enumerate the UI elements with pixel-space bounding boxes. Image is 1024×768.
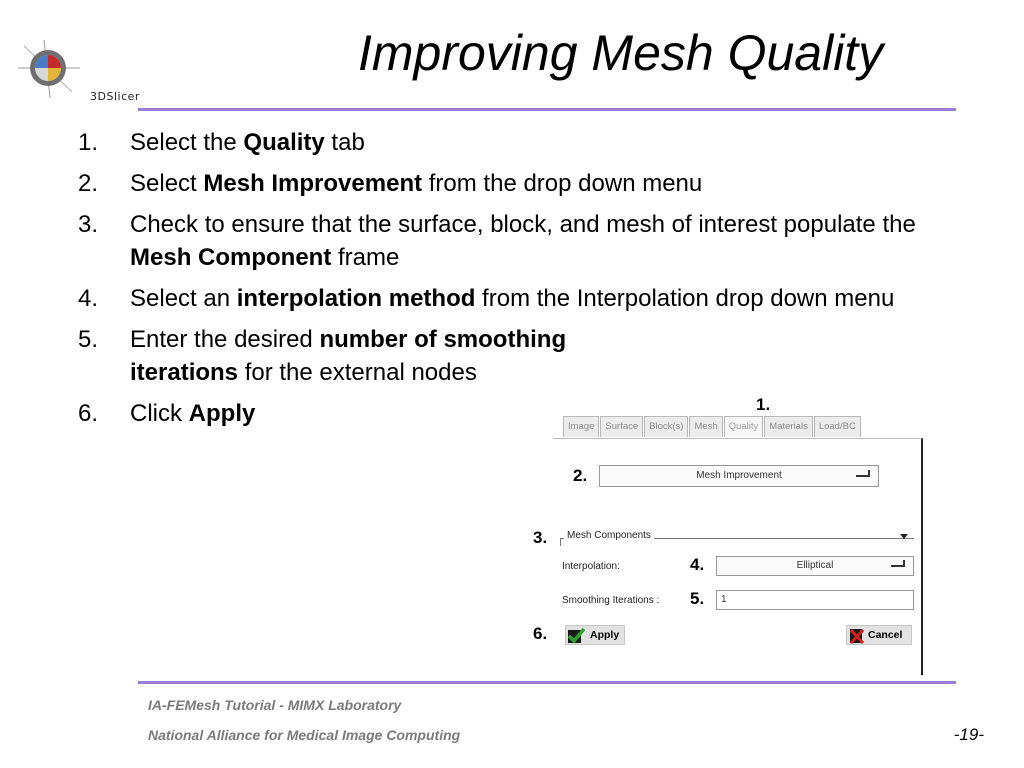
- interpolation-label: Interpolation:: [562, 561, 620, 572]
- instruction-list: [78, 126, 928, 438]
- marker-2: 2.: [573, 466, 588, 485]
- logo-text: 3DSlicer: [90, 90, 140, 103]
- slide-title: Improving Mesh Quality: [358, 25, 884, 81]
- step-bold: interpolation method: [236, 285, 476, 312]
- tab-image[interactable]: Image: [563, 416, 599, 437]
- mesh-components-frame-label[interactable]: Mesh Components: [564, 530, 654, 541]
- step-number: 5.: [78, 326, 99, 353]
- checkmark-icon: [567, 627, 585, 645]
- step-number: 3.: [78, 211, 99, 238]
- cancel-x-icon: [848, 627, 866, 645]
- step-number: 1.: [78, 129, 99, 156]
- tab-surface[interactable]: Surface: [600, 416, 643, 437]
- step-bold: Mesh Component: [130, 244, 332, 271]
- tab-loadbc[interactable]: Load/BC: [814, 416, 861, 437]
- step-text: Click: [130, 400, 189, 427]
- tab-blocks[interactable]: Block(s): [644, 416, 688, 437]
- step-text: from the drop down menu: [422, 170, 703, 197]
- top-divider: [138, 108, 956, 111]
- step-text: from the Interpolation drop down menu: [475, 285, 895, 312]
- tab-mesh[interactable]: Mesh: [689, 416, 722, 437]
- marker-6: 6.: [533, 624, 548, 643]
- apply-button-label: Apply: [590, 629, 620, 641]
- bottom-divider: [138, 681, 956, 684]
- step-text: Select the: [130, 129, 244, 156]
- step-text: frame: [331, 244, 400, 271]
- collapse-arrow-icon[interactable]: [900, 534, 908, 539]
- step-bold: Quality: [243, 129, 325, 156]
- 3dslicer-logo: [14, 38, 144, 103]
- 3dslicer-logo-icon: [14, 38, 84, 100]
- page-number: -19-: [953, 725, 984, 744]
- marker-3: 3.: [533, 528, 548, 547]
- step-item: [78, 282, 928, 315]
- marker-5: 5.: [690, 589, 705, 608]
- interpolation-dropdown[interactable]: [716, 556, 914, 576]
- step-number: 6.: [78, 400, 99, 427]
- cancel-button[interactable]: [846, 625, 912, 645]
- step-text: tab: [324, 129, 365, 156]
- step-text: Enter the desired: [130, 326, 320, 353]
- step-text: for the external nodes: [238, 359, 477, 386]
- footer-line-2: National Alliance for Medical Image Computing: [148, 727, 461, 743]
- step-number: 4.: [78, 285, 99, 312]
- operation-dropdown-value: Mesh Improvement: [696, 470, 782, 481]
- marker-4: 4.: [690, 555, 705, 574]
- interpolation-value: Elliptical: [796, 560, 834, 571]
- step-item: [78, 323, 650, 389]
- dropdown-indicator-icon: [856, 475, 870, 477]
- step-bold: Apply: [188, 400, 256, 427]
- smoothing-iterations-label: Smoothing Iterations :: [562, 595, 660, 606]
- operation-dropdown[interactable]: [599, 465, 879, 487]
- cancel-button-label: Cancel: [868, 629, 903, 641]
- footer-line-1: IA-FEMesh Tutorial - MIMX Laboratory: [148, 697, 402, 713]
- step-text: Check to ensure that the surface, block, and mesh of interest populate the: [130, 211, 916, 238]
- step-bold: Mesh Improvement: [203, 170, 423, 197]
- tab-materials[interactable]: Materials: [764, 416, 813, 437]
- step-number: 2.: [78, 170, 99, 197]
- step-item: [78, 208, 928, 274]
- dropdown-indicator-icon: [891, 565, 905, 567]
- tab-bar: [563, 416, 862, 438]
- tab-quality[interactable]: Quality: [724, 416, 764, 437]
- step-bold: number of smoothing iterations: [130, 326, 567, 386]
- marker-1: 1.: [756, 395, 771, 414]
- frame-corner: [560, 538, 561, 546]
- step-item: [78, 126, 928, 159]
- smoothing-iterations-input[interactable]: 1: [716, 590, 914, 610]
- step-item: [78, 167, 928, 200]
- step-text: Select: [130, 170, 204, 197]
- step-text: Select an: [130, 285, 237, 312]
- apply-button[interactable]: [565, 625, 625, 645]
